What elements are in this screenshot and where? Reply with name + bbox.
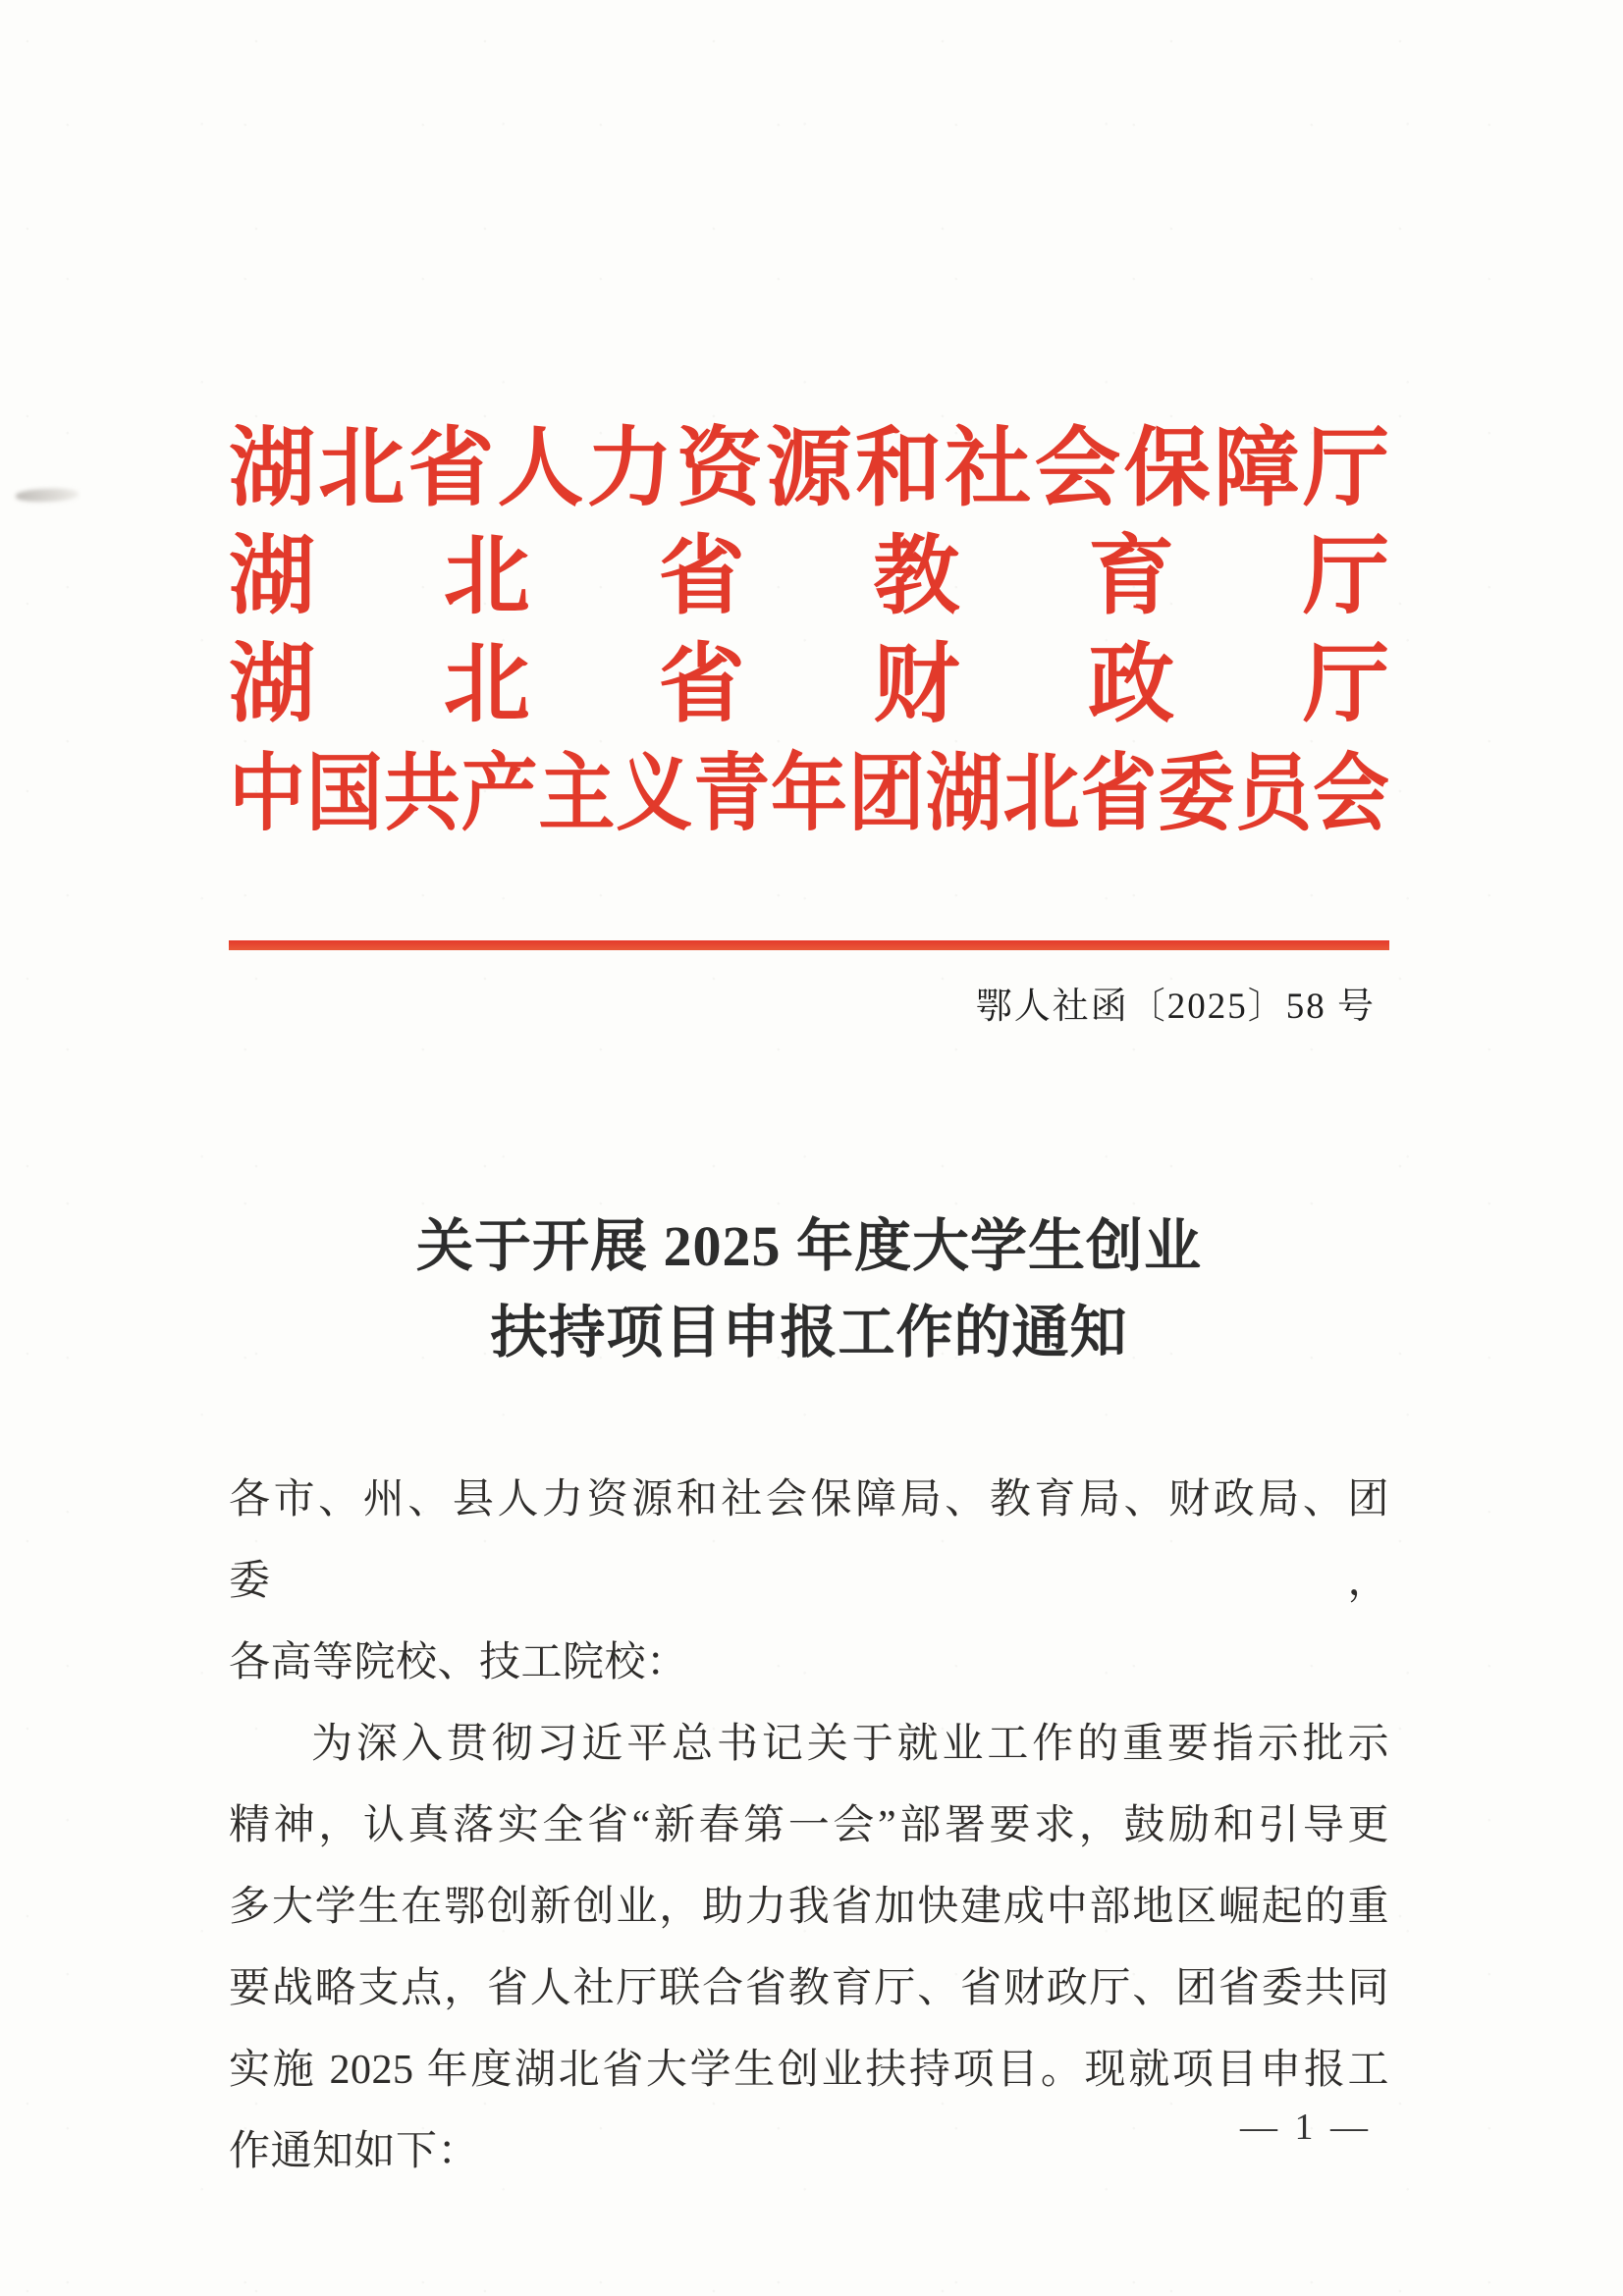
page-number: — 1 — bbox=[1240, 2107, 1372, 2148]
body-line: 精神，认真落实全省“新春第一会”部署要求，鼓励和引导更 bbox=[229, 1803, 1389, 1848]
notice-title bbox=[229, 1203, 1389, 1376]
letterhead bbox=[229, 416, 1389, 848]
notice-title-line-1: 关于开展 2025 年度大学生创业 bbox=[415, 1214, 1202, 1278]
body-line: 要战略支点，省人社厅联合省教育厅、省财政厅、团省委共同 bbox=[229, 1966, 1389, 2011]
agency-line-4: 中国共产主义青年团湖北省委员会 bbox=[229, 746, 1389, 841]
agency-line-3: 湖北省财政厅 bbox=[229, 638, 1389, 733]
body-line: 为深入贯彻习近平总书记关于就业工作的重要指示批示 bbox=[311, 1722, 1389, 1767]
scan-artifact bbox=[16, 488, 79, 503]
agency-line-2: 湖北省教育厅 bbox=[229, 530, 1389, 625]
body-line: 各高等院校、技工院校： bbox=[229, 1640, 688, 1685]
document-number: 鄂人社函〔2025〕58 号 bbox=[975, 987, 1376, 1027]
notice-body bbox=[229, 1460, 1389, 2193]
body-line: 多大学生在鄂创新创业，助力我省加快建成中部地区崛起的重 bbox=[229, 1885, 1389, 1930]
body-line: 实施 2025 年度湖北省大学生创业扶持项目。现就项目申报工 bbox=[229, 2048, 1389, 2093]
notice-title-line-2: 扶持项目申报工作的通知 bbox=[490, 1301, 1128, 1364]
agency-line-1: 湖北省人力资源和社会保障厅 bbox=[229, 422, 1389, 517]
body-line: 各市、州、县人力资源和社会保障局、教育局、财政局、团委， bbox=[229, 1477, 1389, 1604]
body-line: 作通知如下： bbox=[229, 2129, 480, 2174]
red-divider-rule bbox=[229, 940, 1389, 950]
